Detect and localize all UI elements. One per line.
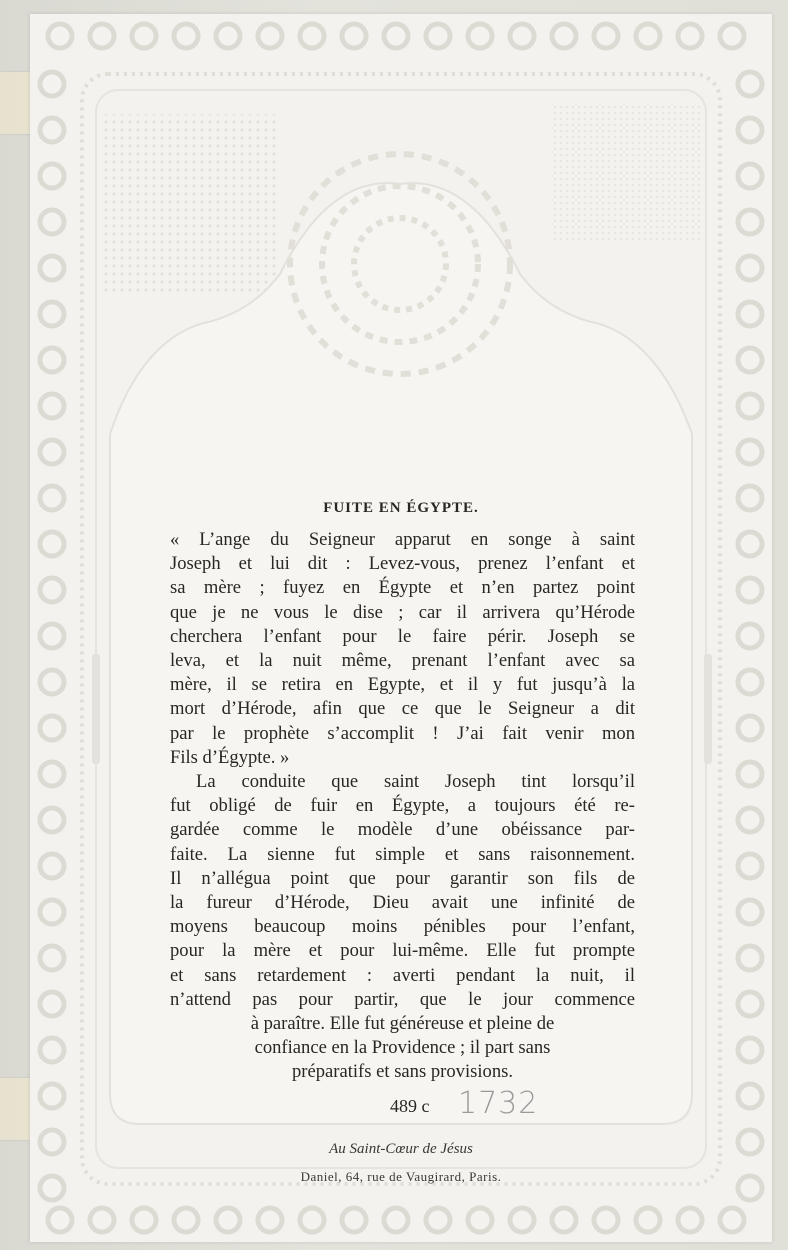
text-line: la fureur d’Hérode, Dieu avait une infinité de — [170, 892, 635, 914]
tape-strip-bottom — [0, 1078, 34, 1140]
lace-loops-left — [40, 72, 64, 1200]
text-line: n’attend pas pour partir, que le jour commence — [170, 988, 635, 1010]
text-line: « L’ange du Seigneur apparut en songe à saint — [170, 529, 635, 550]
text-line: pour la mère et pour lui-même. Elle fut prompte — [170, 940, 635, 962]
publisher-imprint-name: Au Saint-Cœur de Jésus — [329, 1141, 473, 1157]
text-line: et sans retardement : averti pendant la nuit, il — [170, 964, 635, 986]
text-line: faite. La sienne fut simple et sans raisonnement. — [170, 843, 635, 865]
text-line: confiance en la Providence ; il part sans — [254, 1037, 551, 1059]
lace-loops-bottom — [48, 1208, 744, 1232]
publisher-imprint-address: Daniel, 64, rue de Vaugirard, Paris. — [300, 1169, 502, 1184]
card-body-text — [170, 528, 635, 1085]
handwritten-inventory-number: 1732 — [458, 1086, 539, 1121]
text-line: que je ne vous le dise ; car il arrivera qu’Hérode — [170, 601, 635, 623]
lace-holy-card — [30, 14, 772, 1242]
text-line: Joseph et lui dit : Levez-vous, prenez l’enfant et — [170, 553, 635, 575]
tape-strip-top — [0, 72, 34, 134]
card-number: 489 c — [390, 1096, 430, 1116]
text-line: gardée comme le modèle d’une obéissance par- — [170, 819, 635, 841]
text-line: par le prophète s’accomplit ! J’ai fait venir mon — [170, 722, 635, 744]
lace-loops-right — [738, 72, 762, 1200]
text-line: La conduite que saint Joseph tint lorsqu’il — [196, 771, 635, 793]
text-line: cherchera l’enfant pour le faire périr. Joseph se — [170, 625, 635, 647]
text-line: Fils d’Égypte. » — [170, 746, 290, 768]
text-line: sa mère ; fuyez en Égypte et n’en partez point — [170, 577, 635, 599]
card-title: FUITE EN ÉGYPTE. — [323, 500, 479, 516]
text-line: mère, il se retira en Egypte, et il y fut jusqu’à la — [170, 674, 635, 696]
text-line: mort d’Hérode, afin que ce que le Seigneur a dit — [170, 698, 635, 720]
text-line: préparatifs et sans provisions. — [291, 1061, 513, 1083]
text-line: leva, et la nuit même, prenant l’enfant avec sa — [170, 650, 635, 672]
text-line: Il n’allégua point que pour garantir son fils de — [170, 867, 635, 889]
text-line: moyens beaucoup moins pénibles pour l’enfant, — [170, 916, 635, 938]
text-line: fut obligé de fuir en Égypte, a toujours été re- — [170, 795, 635, 817]
text-line: à paraître. Elle fut généreuse et pleine de — [250, 1013, 555, 1035]
lace-loops-top — [48, 24, 744, 48]
